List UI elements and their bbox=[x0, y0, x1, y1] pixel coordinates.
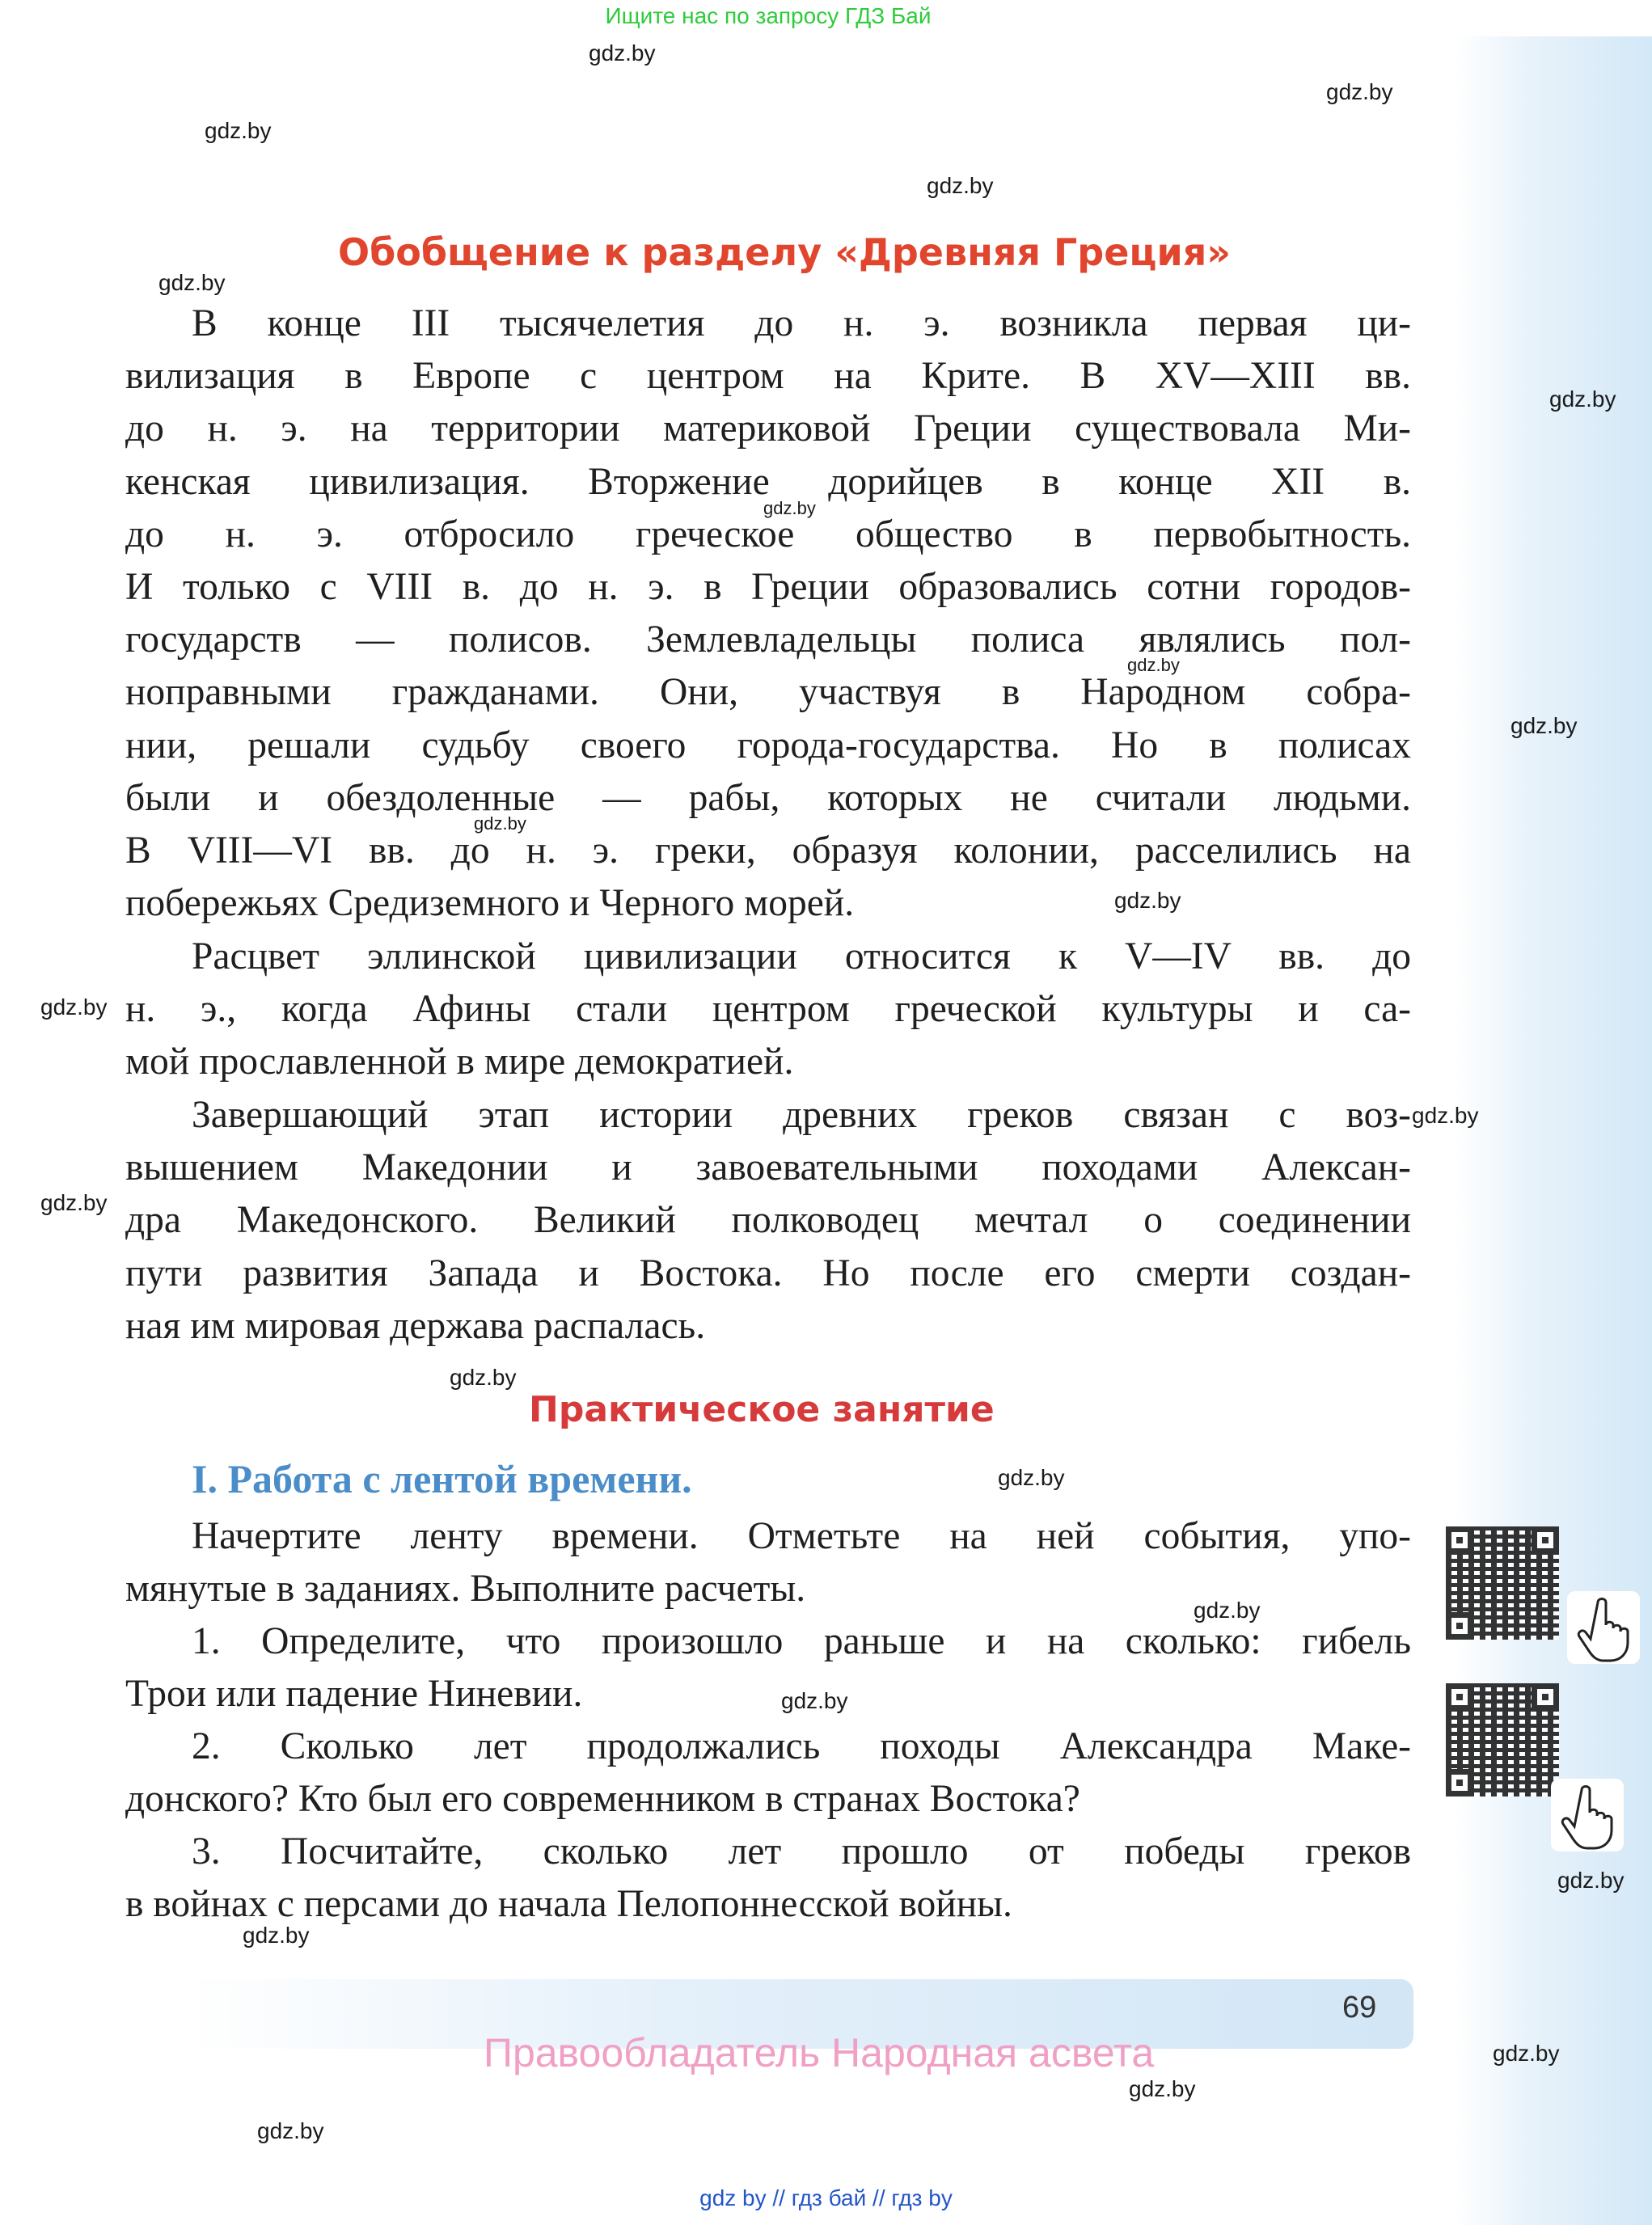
bottom-links[interactable]: gdz by // гдз бай // гдз by bbox=[699, 2185, 953, 2210]
watermark: gdz.by bbox=[257, 2118, 324, 2143]
watermark: gdz.by bbox=[763, 498, 816, 518]
text-line: 3. Посчитайте, сколько лет прошло от победы греков bbox=[192, 1830, 1411, 1872]
text-line: В конце III тысячелетия до н. э. возникла первая ци- bbox=[192, 302, 1411, 344]
text-line: И только с VIII в. до н. э. в Греции образовались сотни городов- bbox=[125, 565, 1411, 608]
text-line: до н. э. отбросило греческое общество в первобытность. bbox=[125, 513, 1411, 555]
text-line: в войнах с персами до начала Пелопоннесской войны. bbox=[125, 1883, 1012, 1926]
text-line: нии, решали судьбу своего города-государства. Но в полисах bbox=[125, 724, 1411, 766]
watermark: gdz.by bbox=[450, 1365, 517, 1390]
watermark: gdz.by bbox=[1549, 386, 1616, 412]
qr-code-icon[interactable] bbox=[1446, 1683, 1559, 1796]
text-line: В VIII—VI вв. до н. э. греки, образуя колонии, расселились на bbox=[125, 829, 1411, 872]
practice-title: Практическое занятие bbox=[529, 1389, 995, 1430]
watermark: gdz.by bbox=[40, 1190, 108, 1215]
text-line: пути развития Запада и Востока. Но после его смерти создан- bbox=[125, 1252, 1411, 1294]
watermark: gdz.by bbox=[589, 40, 656, 65]
watermark: gdz.by bbox=[205, 118, 272, 143]
watermark: gdz.by bbox=[158, 270, 226, 295]
section-title: Обобщение к разделу «Древняя Греция» bbox=[338, 230, 1231, 274]
top-notice[interactable]: Ищите нас по запросу ГДЗ Бай bbox=[605, 3, 932, 28]
paragraph-summary bbox=[125, 298, 1411, 930]
text-line: дра Македонского. Великий полководец мечтал о соединении bbox=[125, 1199, 1411, 1242]
qr-code-icon[interactable] bbox=[1446, 1526, 1559, 1640]
text-line: мой прославленной в мире демократией. bbox=[125, 1041, 794, 1083]
text-line: вилизация в Европе с центром на Крите. В XV—XIII вв. bbox=[125, 355, 1411, 398]
text-line: Начертите ленту времени. Отметьте на ней события, упо- bbox=[192, 1515, 1411, 1557]
watermark: gdz.by bbox=[1127, 655, 1180, 675]
text-line: ноправными гражданами. Они, участвуя в Народном собра- bbox=[125, 671, 1411, 714]
text-line: ная им мировая держава распалась. bbox=[125, 1304, 706, 1347]
pointing-hand-icon[interactable] bbox=[1567, 1591, 1640, 1664]
paragraph-hellenic bbox=[125, 931, 1411, 1089]
watermark: gdz.by bbox=[1412, 1103, 1479, 1128]
text-line: 1. Определите, что произошло раньше и на сколько: гибель bbox=[192, 1620, 1411, 1662]
text-line: кенская цивилизация. Вторжение дорийцев в конце XII в. bbox=[125, 460, 1411, 503]
watermark: gdz.by bbox=[474, 813, 526, 834]
text-line: донского? Кто был его современником в странах Востока? bbox=[125, 1778, 1080, 1821]
watermark: gdz.by bbox=[1510, 713, 1578, 738]
task-title: I. Работа с лентой времени. bbox=[192, 1456, 692, 1501]
pointing-hand-icon[interactable] bbox=[1551, 1779, 1624, 1851]
watermark: gdz.by bbox=[243, 1923, 310, 1948]
watermark: gdz.by bbox=[1114, 888, 1181, 913]
text-line: Трои или падение Ниневии. bbox=[125, 1673, 583, 1716]
watermark: gdz.by bbox=[1493, 2041, 1560, 2066]
watermark: gdz.by bbox=[1129, 2076, 1196, 2101]
watermark: gdz.by bbox=[1557, 1868, 1625, 1893]
text-line: государств — полисов. Землевладельцы полиса являлись пол- bbox=[125, 619, 1411, 661]
page-number: 69 bbox=[1342, 1991, 1377, 2024]
text-line: были и обездоленные — рабы, которых не считали людьми. bbox=[125, 776, 1411, 819]
text-line: до н. э. на территории материковой Греции существовала Ми- bbox=[125, 407, 1411, 450]
watermark: gdz.by bbox=[1326, 79, 1393, 104]
text-line: Завершающий этап истории древних греков связан с воз- bbox=[192, 1094, 1411, 1136]
task-3 bbox=[125, 1826, 1411, 1931]
watermark: gdz.by bbox=[927, 173, 994, 198]
task-intro bbox=[125, 1510, 1411, 1615]
rights-holder: Правообладатель Народная асвета bbox=[484, 2030, 1155, 2075]
task-2 bbox=[125, 1720, 1411, 1826]
side-margin-band bbox=[1456, 36, 1652, 2225]
text-line: побережьях Средиземного и Черного морей. bbox=[125, 882, 855, 925]
paragraph-macedonia bbox=[125, 1089, 1411, 1353]
watermark: gdz.by bbox=[781, 1688, 848, 1713]
watermark: gdz.by bbox=[40, 994, 108, 1020]
text-line: мянутые в заданиях. Выполните расчеты. bbox=[125, 1568, 806, 1611]
text-line: Расцвет эллинской цивилизации относится к V—IV вв. до bbox=[192, 935, 1411, 977]
task-1 bbox=[125, 1615, 1411, 1720]
text-line: н. э., когда Афины стали центром греческой культуры и са- bbox=[125, 988, 1411, 1031]
text-line: вышением Македонии и завоевательными походами Алексан- bbox=[125, 1146, 1411, 1189]
watermark: gdz.by bbox=[998, 1465, 1065, 1490]
watermark: gdz.by bbox=[1194, 1598, 1261, 1623]
text-line: 2. Сколько лет продолжались походы Александра Маке- bbox=[192, 1725, 1411, 1767]
